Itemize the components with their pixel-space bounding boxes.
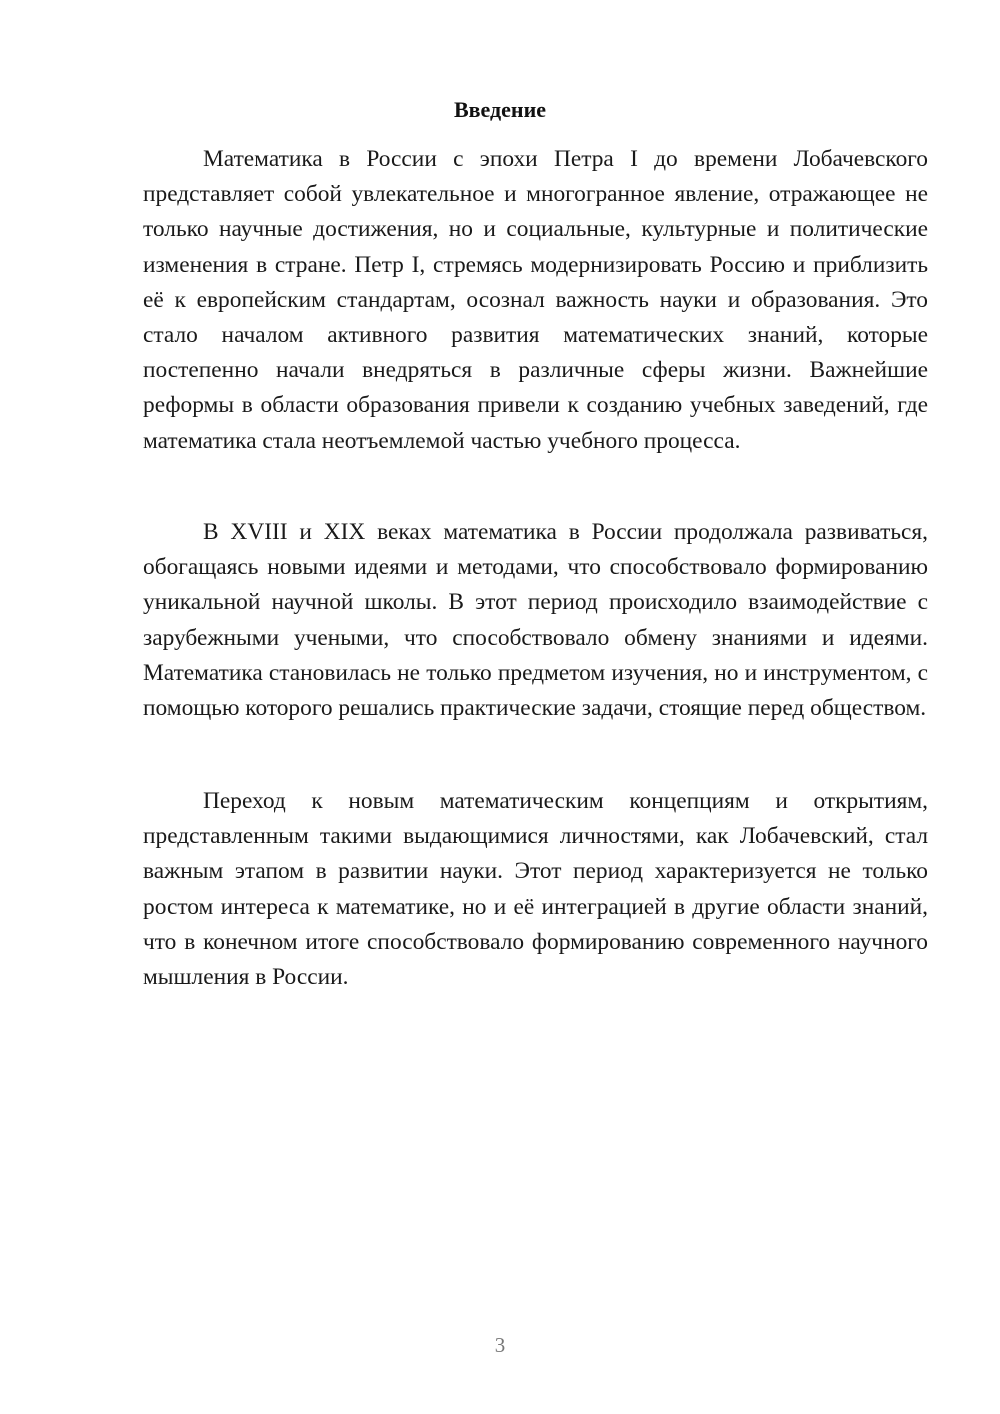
- paragraph-3: Переход к новым математическим концепциям и открытиям, представленным такими выдающимися личностями, как Лобачевский, стал важным этапом в развитии науки. Этот период характеризуется не только ростом интереса к математике, но и её интеграцией в другие области знаний, что в конечном итоге способствовало формированию современного научного мышления в России.: [143, 788, 928, 991]
- paragraph-2: В XVIII и XIX веках математика в России продолжала развиваться, обогащаясь новыми идеями и методами, что способствовало формированию уникальной научной школы. В этот период происходило взаимодействие с зарубежными учеными, что способствовало обмену знаниями и идеями. Математика становилась не только предметом изучения, но и инструментом, с помощью которого решались практические задачи, стоящие перед обществом.: [143, 519, 928, 722]
- section-title: Введение: [453, 97, 547, 122]
- page-number: 3: [494, 1333, 506, 1357]
- paragraph-1: Математика в России с эпохи Петра I до времени Лобачевского представляет собой увлекательное и многогранное явление, отражающее не только научные достижения, но и социальные, культурные и политические изменения в стране. Петр I, стремясь модернизировать Россию и приблизить её к европейским стандартам, осознал важность науки и образования. Это стало началом активного развития математических знаний, которые постепенно начали внедряться в различные сферы жизни. Важнейшие реформы в области образования привели к созданию учебных заведений, где математика стала неотъемлемой частью учебного процесса.: [143, 146, 928, 454]
